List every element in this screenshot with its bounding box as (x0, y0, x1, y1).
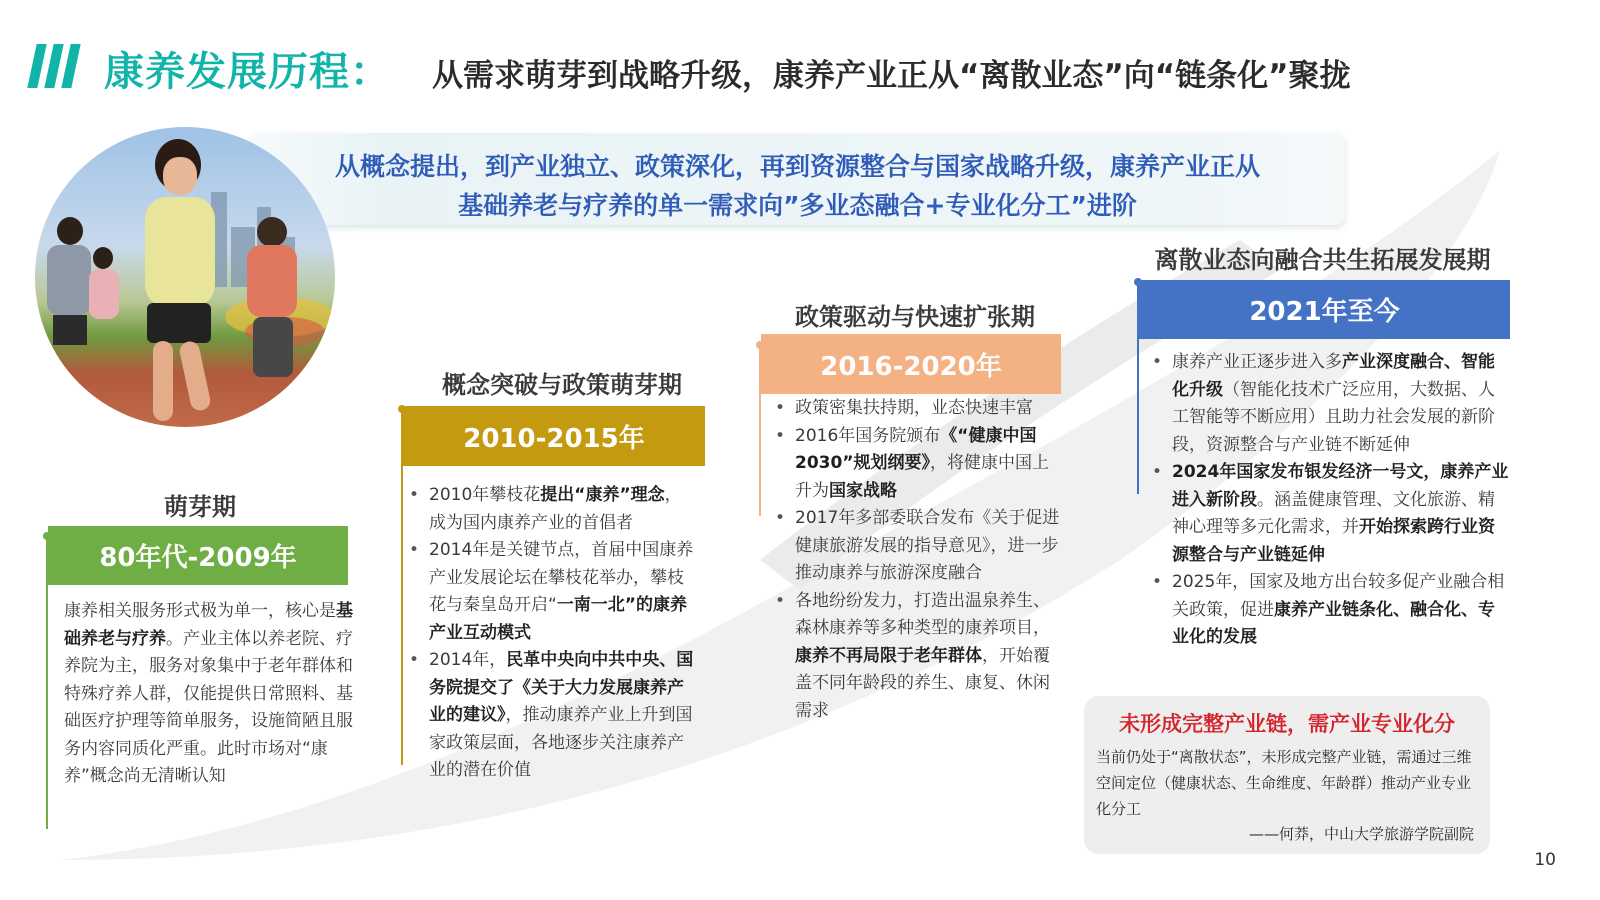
text-run: 各地纷纷发力，打造出温泉养生、森林康养等多种类型的康养项目， (795, 590, 1050, 638)
stage2-period: 2010-2015年 (403, 406, 705, 466)
text-run: （智能化技术广泛应用，大数据、人工智能等不断应用）且助力社会发展的新阶段，资源整合与产业链不断延伸 (1172, 379, 1495, 455)
stage4-period: 2021年至今 (1139, 280, 1510, 339)
list-item (771, 505, 1061, 588)
text-run: 2014年， (429, 650, 507, 670)
page-subtitle: 从需求萌芽到战略升级，康养产业正从“离散业态”向“链条化”聚拢 (432, 58, 1351, 94)
stage3-period: 2016-2020年 (761, 334, 1061, 394)
text-run: 产业深度融合、智能化升级 (1172, 352, 1495, 400)
summary-banner (250, 133, 1345, 225)
stage3-title: 政策驱动与快速扩张期 (795, 303, 1035, 331)
text-run: 一南一北”的康养产业互动模式 (429, 595, 687, 643)
text-run: ，将健康中国上升为 (795, 453, 1049, 501)
text-run: 政策密集扶持期，业态快速丰富 (795, 398, 1033, 418)
text-run: 2010年攀枝花 (429, 485, 541, 505)
quote-box (1084, 696, 1490, 854)
page-number: 10 (1534, 850, 1556, 870)
text-run: 2025年，国家及地方出台较多促产业融合相关政策，促进 (1172, 572, 1505, 620)
banner-line-1: 从概念提出，到产业独立、政策深化，再到资源整合与国家战略升级，康养产业正从 (334, 152, 1260, 181)
header-bars-icon (27, 44, 80, 88)
text-run: 康养不再局限于老年群体 (795, 645, 982, 666)
stage2-title: 概念突破与政策萌芽期 (442, 371, 682, 399)
list-item (1148, 459, 1510, 569)
quote-title: 未形成完整产业链，需产业专业化分 (1119, 712, 1455, 736)
list-item (405, 647, 695, 785)
text-run: 民革中央向中共中央、国务院提交了《关于大力发展康养产业的建议》 (429, 650, 694, 725)
list-item (405, 537, 695, 647)
text-run: 康养产业正逐步进入多 (1172, 352, 1342, 372)
text-run: 2014年是关键节点，首届中国康养产业发展论坛在攀枝花举办，攀枝花与秦皇岛开启“ (429, 540, 694, 615)
text-run: 《“健康中国2030”规划纲要》 (795, 425, 1037, 473)
stage2-list (405, 482, 695, 785)
text-run: 。涵盖健康管理、文化旅游、精神心理等多元化需求，并 (1172, 489, 1495, 537)
text-run: ，成为国内康养产业的首倡者 (429, 485, 682, 533)
text-run: 2017年多部委联合发布《关于促进健康旅游发展的指导意见》，进一步推动康养与旅游深度融合 (795, 508, 1060, 583)
list-item (1148, 569, 1510, 652)
text-run: ，推动康养产业上升到国家政策层面，各地逐步关注康养产业的潜在价值 (429, 705, 693, 780)
list-item (771, 395, 1061, 423)
list-item (771, 588, 1061, 726)
text-run: 国家战略 (829, 480, 897, 501)
stage4-list (1148, 349, 1510, 652)
text-run: 2016年国务院颁布 (795, 425, 941, 446)
list-item (405, 482, 695, 537)
stage1-text: 。产业主体以养老院、疗养院为主，服务对象集中于老年群体和特殊疗养人群，仅能提供日常照料、基础医疗护理等简单服务，设施简陋且服务内容同质化严重。此时市场对“康养”概念尚无清晰认知 (64, 628, 353, 786)
text-run: 提出“康养”理念 (540, 485, 665, 505)
stage4-title: 离散业态向融合共生拓展发展期 (1154, 246, 1491, 274)
quote-source: ——何莽，中山大学旅游学院副院 (1248, 825, 1474, 843)
list-item (771, 423, 1061, 506)
text-run: 开始探索跨行业资源整合与产业链延伸 (1172, 517, 1495, 565)
runners-photo (35, 127, 335, 427)
stage1-text: 康养相关服务形式极为单一，核心是 (64, 601, 336, 621)
quote-body: 当前仍处于“离散状态”，未形成完整产业链，需通过三维空间定位（健康状态、生命维度、年龄群）推动产业专业化分工 (1096, 748, 1472, 818)
list-item (1148, 349, 1510, 459)
stage1-text: 基础养老与疗养 (64, 601, 353, 649)
stage1-title: 萌芽期 (164, 493, 236, 521)
stage1-period: 80年代-2009年 (48, 526, 348, 585)
stage3-list (771, 395, 1061, 725)
text-run: ，开始覆盖不同年龄段的养生、康复、休闲需求 (795, 645, 1050, 721)
text-run: 2024年国家发布银发经济一号文，康养产业进入新阶段 (1172, 462, 1509, 510)
page-title: 康养发展历程： (104, 49, 391, 95)
banner-line-2: 基础养老与疗养的单一需求向”多业态融合+专业化分工”进阶 (458, 191, 1137, 220)
text-run: 康养产业链条化、融合化、专业化的发展 (1172, 599, 1495, 647)
stage1-description (64, 598, 364, 791)
